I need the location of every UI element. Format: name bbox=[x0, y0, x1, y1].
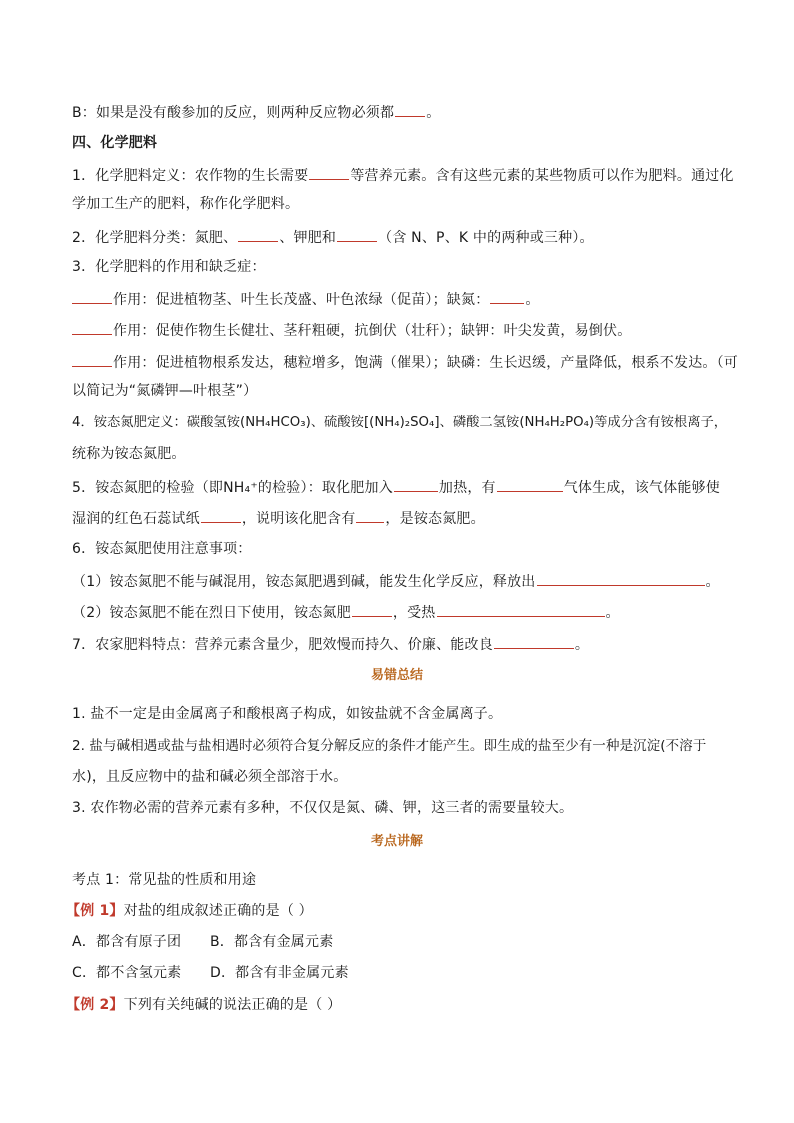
answer-blank[interactable] bbox=[437, 601, 605, 617]
error-item-2: 2. 盐与碱相遇或盐与盐相遇时必须符合复分解反应的条件才能产生。即生成的盐至少有一种是沉淀(不溶于 bbox=[72, 738, 707, 754]
line-2c: （含 N、P、K 中的两种或三种）。 bbox=[378, 230, 594, 246]
example-2 bbox=[66, 995, 718, 1015]
example-2-tag: 【例 2】 bbox=[66, 997, 124, 1013]
line-6b2: ，受热 bbox=[392, 605, 436, 621]
line-1a: 1．化学肥料定义：农作物的生长需要 bbox=[72, 168, 309, 184]
section-heading-fertilizer: 四、化学肥料 bbox=[72, 135, 158, 151]
line-3b: 作用：促使作物生长健壮、茎秆粗硬，抗倒伏（壮秆）；缺钾：叶尖发黄，易倒伏。 bbox=[113, 323, 632, 339]
line-5e: ，说明该化肥含有 bbox=[241, 511, 356, 527]
answer-blank[interactable] bbox=[238, 226, 278, 242]
line-1b: 等营养元素。含有这些元素的某些物质可以作为肥料。通过化 bbox=[350, 168, 734, 184]
punct: 。 bbox=[705, 574, 720, 590]
text-line-4: 4．铵态氮肥定义：碳酸氢铵(NH₄HCO₃)、硫酸铵[(NH₄)₂SO₄]、磷酸二氢铵(NH₄H₂PO₄)等成分含有铵根离子， bbox=[72, 415, 728, 430]
line-5d: 湿润的红色石蕊试纸 bbox=[72, 511, 200, 527]
section-title-errors: 易错总结 bbox=[370, 668, 423, 683]
section-title-keypoints: 考点讲解 bbox=[370, 834, 423, 849]
option-d[interactable]: D．都含有非金属元素 bbox=[210, 965, 349, 981]
error-item-2-cont: 水)，且反应物中的盐和碱必须全部溶于水。 bbox=[72, 769, 348, 785]
punct: 。 bbox=[525, 292, 540, 308]
answer-blank[interactable] bbox=[395, 101, 425, 117]
text-line-3c-cont: 以简记为“氮磷钾—叶根茎”） bbox=[72, 383, 258, 399]
answer-blank[interactable] bbox=[337, 226, 377, 242]
line-2a: 2．化学肥料分类：氮肥、 bbox=[72, 230, 238, 246]
answer-blank[interactable] bbox=[72, 351, 112, 367]
text-line-3c bbox=[72, 351, 738, 373]
text-line-7 bbox=[72, 633, 724, 655]
answer-blank[interactable] bbox=[309, 164, 349, 180]
text-line-1-cont: 学加工生产的肥料，称作化学肥料。 bbox=[72, 196, 300, 212]
answer-blank[interactable] bbox=[356, 507, 384, 523]
line-2b: 、钾肥和 bbox=[279, 230, 337, 246]
line-5b: 加热，有 bbox=[438, 480, 496, 496]
text-line-6a bbox=[72, 570, 724, 592]
answer-blank[interactable] bbox=[352, 601, 392, 617]
keypoint-title: 考点 1：常见盐的性质和用途 bbox=[72, 872, 257, 888]
answer-blank[interactable] bbox=[537, 570, 705, 586]
text-line-6: 6．铵态氮肥使用注意事项： bbox=[72, 541, 252, 557]
error-item-1: 1. 盐不一定是由金属离子和酸根离子构成，如铵盐就不含金属离子。 bbox=[72, 706, 503, 722]
text-line-3: 3．化学肥料的作用和缺乏症： bbox=[72, 259, 266, 275]
punct: 。 bbox=[574, 637, 590, 653]
line-3c: 作用：促进植物根系发达，穗粒增多，饱满（催果）；缺磷：生长迟缓，产量降低，根系不发达。（可 bbox=[113, 355, 738, 371]
text-line-5 bbox=[72, 476, 724, 498]
answer-blank[interactable] bbox=[490, 288, 524, 304]
error-item-3: 3. 农作物必需的营养元素有多种，不仅仅是氮、磷、钾，这三者的需要量较大。 bbox=[72, 800, 574, 816]
text-line-4-cont: 统称为铵态氮肥。 bbox=[72, 446, 186, 462]
line-6b: （2）铵态氮肥不能在烈日下使用，铵态氮肥 bbox=[72, 605, 351, 621]
text-line-3a bbox=[72, 288, 724, 310]
text-line-b bbox=[72, 101, 724, 123]
example-1-tag: 【例 1】 bbox=[66, 903, 124, 919]
punct: 。 bbox=[426, 105, 441, 121]
example-1-options-row2 bbox=[72, 963, 724, 983]
text-line-5-cont bbox=[72, 507, 724, 529]
option-a[interactable]: A．都含有原子团 bbox=[72, 934, 182, 950]
line-5a: 5．铵态氮肥的检验（即NH₄⁺的检验）：取化肥加入 bbox=[72, 480, 393, 496]
text-line-2 bbox=[72, 226, 724, 248]
text-line-1 bbox=[72, 164, 734, 186]
example-1-options-row1 bbox=[72, 932, 724, 952]
text-line-3b bbox=[72, 319, 724, 341]
line-3a: 作用：促进植物茎、叶生长茂盛、叶色浓绿（促苗）；缺氮： bbox=[113, 292, 490, 308]
line-7a: 7．农家肥料特点：营养元素含量少，肥效慢而持久、价廉、能改良 bbox=[72, 637, 493, 653]
text-line-6b bbox=[72, 601, 724, 623]
line-5f: ，是铵态氮肥。 bbox=[385, 511, 485, 527]
answer-blank[interactable] bbox=[494, 633, 574, 649]
answer-blank[interactable] bbox=[497, 476, 563, 492]
answer-blank[interactable] bbox=[201, 507, 241, 523]
line-b-text: B：如果是没有酸参加的反应，则两种反应物必须都 bbox=[72, 105, 395, 121]
answer-blank[interactable] bbox=[72, 288, 112, 304]
line-6a: （1）铵态氮肥不能与碱混用，铵态氮肥遇到碱，能发生化学反应，释放出 bbox=[72, 574, 536, 590]
example-1 bbox=[66, 901, 718, 921]
option-b[interactable]: B．都含有金属元素 bbox=[210, 934, 334, 950]
example-2-question: 下列有关纯碱的说法正确的是（ ） bbox=[123, 997, 342, 1013]
example-1-question: 对盐的组成叙述正确的是（ ） bbox=[123, 903, 313, 919]
answer-blank[interactable] bbox=[72, 319, 112, 335]
option-c[interactable]: C．都不含氢元素 bbox=[72, 965, 182, 981]
line-5c: 气体生成，该气体能够使 bbox=[563, 480, 720, 496]
answer-blank[interactable] bbox=[394, 476, 438, 492]
punct: 。 bbox=[605, 605, 620, 621]
